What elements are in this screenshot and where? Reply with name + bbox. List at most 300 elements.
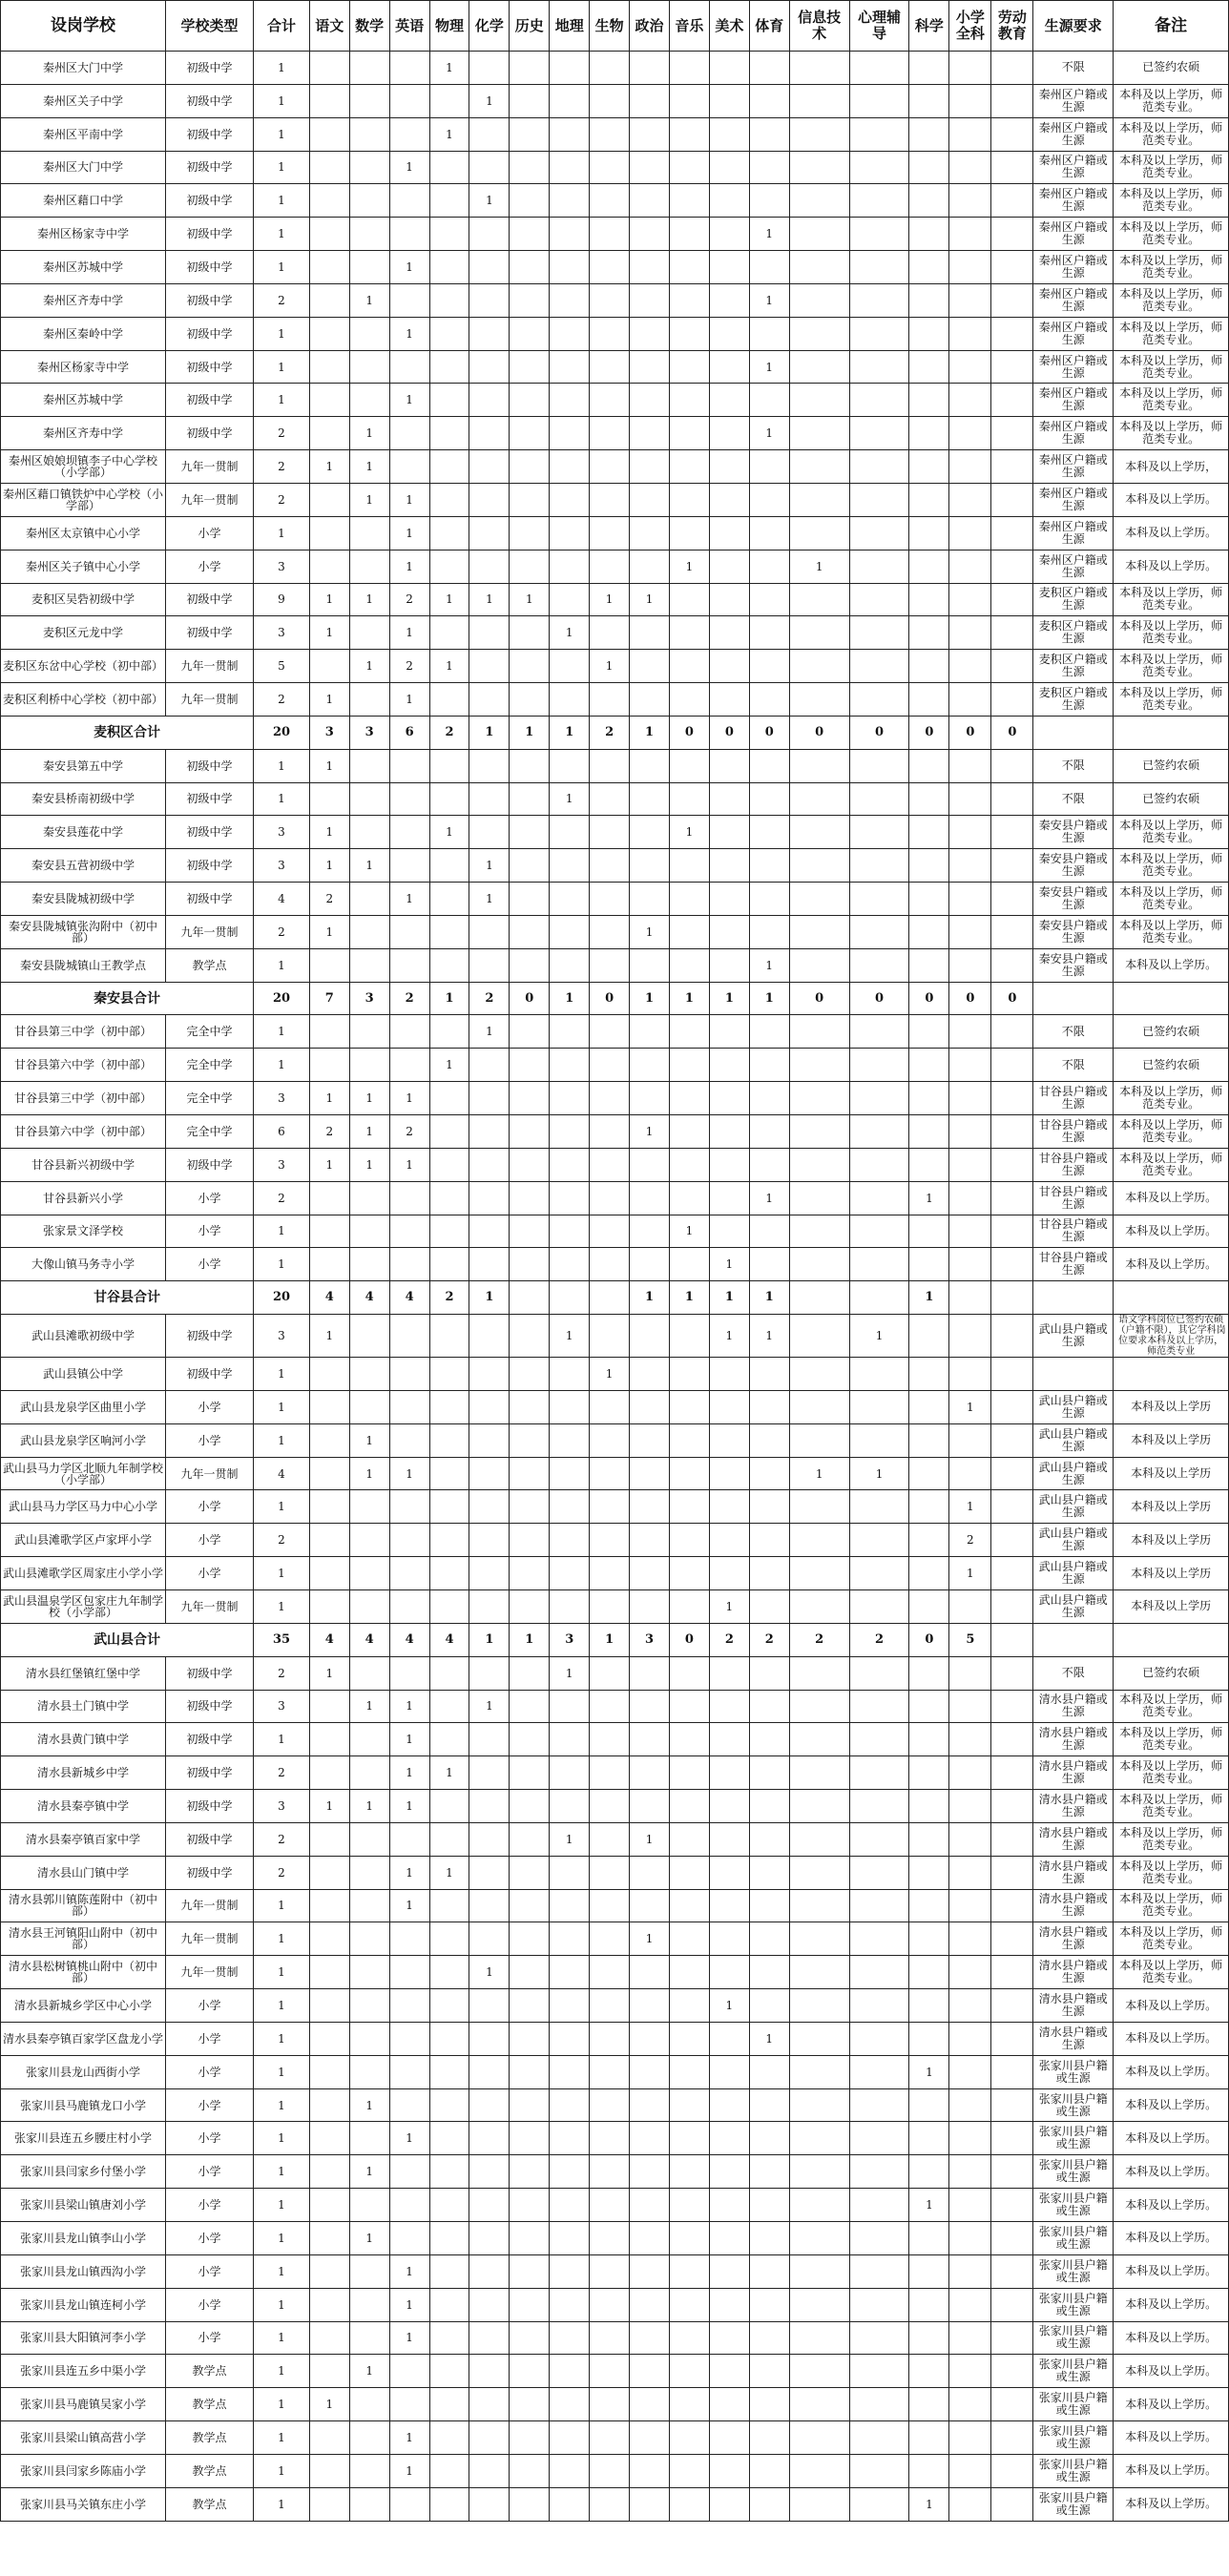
- school-name-cell: 清水县新城乡学区中心小学: [1, 1989, 166, 2023]
- subject-count-cell: [469, 1423, 510, 1457]
- source-requirement-cell: 麦积区户籍或生源: [1033, 583, 1114, 616]
- subject-count-cell: [590, 184, 630, 218]
- school-name-cell: 秦州区太京镇中心小学: [1, 516, 166, 550]
- total-count-cell: 20: [254, 1281, 310, 1315]
- subject-count-cell: 2: [590, 716, 630, 749]
- remark-cell: 本科及以上学历，师范类专业。: [1114, 1690, 1229, 1723]
- subject-count-cell: [991, 1822, 1033, 1856]
- subject-count-cell: [550, 1524, 590, 1557]
- table-row: [1, 2454, 1229, 2487]
- subject-count-cell: [510, 283, 550, 317]
- school-name-cell: 武山县镇公中学: [1, 1358, 166, 1391]
- subject-count-cell: [669, 1856, 709, 1889]
- subject-count-cell: 1: [429, 1856, 469, 1889]
- subject-count-cell: 1: [469, 1623, 510, 1656]
- total-count-cell: 1: [254, 2254, 310, 2288]
- subject-count-cell: [309, 1589, 349, 1623]
- subject-count-cell: [849, 1756, 909, 1790]
- subject-count-cell: [590, 2088, 630, 2122]
- school-name-cell: 秦安县陇城镇张沟附中（初中部）: [1, 915, 166, 948]
- subject-count-cell: [709, 1656, 749, 1690]
- subject-count-cell: [909, 1989, 949, 2023]
- subject-count-cell: [789, 1524, 849, 1557]
- table-row: [1, 1922, 1229, 1956]
- table-row: [1, 1723, 1229, 1756]
- subject-count-cell: [949, 2122, 991, 2155]
- subject-count-cell: [510, 1148, 550, 1181]
- subject-count-cell: [709, 117, 749, 151]
- subject-count-cell: [590, 350, 630, 384]
- subject-count-cell: [749, 384, 789, 417]
- subject-count-cell: 1: [550, 1315, 590, 1358]
- subject-count-cell: [669, 2055, 709, 2088]
- subject-count-cell: 0: [669, 1623, 709, 1656]
- subject-count-cell: [349, 1989, 389, 2023]
- subject-count-cell: 1: [349, 1148, 389, 1181]
- subject-count-cell: [991, 317, 1033, 350]
- subject-count-cell: [709, 2022, 749, 2055]
- subject-count-cell: [630, 2321, 670, 2355]
- subject-count-cell: [510, 350, 550, 384]
- subject-count-cell: [789, 616, 849, 650]
- subject-count-cell: [909, 1889, 949, 1922]
- subject-count-cell: [909, 915, 949, 948]
- subject-count-cell: [590, 1082, 630, 1115]
- subject-count-cell: [909, 2122, 949, 2155]
- subject-count-cell: [991, 1656, 1033, 1690]
- table-row: [1, 1490, 1229, 1524]
- subject-count-cell: [709, 1822, 749, 1856]
- table-row: [1, 683, 1229, 717]
- subject-count-cell: [991, 1457, 1033, 1490]
- subject-count-cell: [590, 1215, 630, 1248]
- subject-count-cell: [949, 283, 991, 317]
- subject-count-cell: [909, 151, 949, 184]
- total-count-cell: 1: [254, 350, 310, 384]
- subject-count-cell: [349, 151, 389, 184]
- subject-count-cell: [669, 2222, 709, 2255]
- subject-count-cell: [991, 1082, 1033, 1115]
- school-type-cell: 小学: [165, 1524, 253, 1557]
- subject-count-cell: [630, 218, 670, 251]
- subject-count-cell: [991, 1049, 1033, 1082]
- subject-count-cell: 1: [309, 450, 349, 484]
- subject-count-cell: [590, 2355, 630, 2388]
- subject-count-cell: [949, 583, 991, 616]
- subject-count-cell: [749, 2321, 789, 2355]
- column-header: 生物: [590, 1, 630, 52]
- subject-count-cell: [309, 1181, 349, 1215]
- subject-count-cell: 1: [429, 583, 469, 616]
- school-type-cell: 教学点: [165, 2454, 253, 2487]
- subject-count-cell: [510, 1390, 550, 1423]
- remark-cell: 本科及以上学历，师范类专业。: [1114, 1856, 1229, 1889]
- subject-count-cell: [991, 184, 1033, 218]
- subject-count-cell: [849, 516, 909, 550]
- table-row: [1, 1181, 1229, 1215]
- subject-count-cell: [789, 450, 849, 484]
- source-requirement-cell: 张家川县户籍或生源: [1033, 2055, 1114, 2088]
- column-header: 科学: [909, 1, 949, 52]
- remark-cell: 本科及以上学历，师范类专业。: [1114, 151, 1229, 184]
- subtotal-label: 武山县合计: [1, 1623, 254, 1656]
- school-type-cell: 九年一贯制: [165, 483, 253, 516]
- school-type-cell: 小学: [165, 2022, 253, 2055]
- subject-count-cell: [749, 1390, 789, 1423]
- subject-count-cell: [669, 117, 709, 151]
- subject-count-cell: [309, 550, 349, 583]
- subject-count-cell: [469, 1049, 510, 1082]
- remark-cell: 本科及以上学历，: [1114, 450, 1229, 484]
- remark-cell: 语文学科岗位已签约农硕（户籍不限），其它学科岗位要求本科及以上学历，师范类专业: [1114, 1315, 1229, 1358]
- school-name-cell: 张家川县龙山镇连柯小学: [1, 2288, 166, 2321]
- subject-count-cell: 1: [550, 616, 590, 650]
- subject-count-cell: [309, 650, 349, 683]
- subject-count-cell: [849, 1181, 909, 1215]
- subject-count-cell: [909, 2222, 949, 2255]
- subject-count-cell: [630, 1790, 670, 1823]
- subject-count-cell: [389, 1390, 429, 1423]
- table-row: [1, 450, 1229, 484]
- subject-count-cell: [630, 184, 670, 218]
- subject-count-cell: [849, 616, 909, 650]
- subject-count-cell: [789, 2088, 849, 2122]
- table-row: [1, 2487, 1229, 2521]
- subject-count-cell: [669, 483, 709, 516]
- subject-count-cell: [389, 117, 429, 151]
- total-count-cell: 1: [254, 516, 310, 550]
- subject-count-cell: [909, 384, 949, 417]
- source-requirement-cell: 清水县户籍或生源: [1033, 1989, 1114, 2023]
- subject-count-cell: [669, 52, 709, 85]
- subject-count-cell: [749, 1690, 789, 1723]
- school-type-cell: 初级中学: [165, 350, 253, 384]
- subject-count-cell: [389, 1557, 429, 1590]
- subject-count-cell: [949, 1215, 991, 1248]
- subject-count-cell: [510, 2055, 550, 2088]
- school-type-cell: 完全中学: [165, 1049, 253, 1082]
- subject-count-cell: [749, 1215, 789, 1248]
- table-row: [1, 516, 1229, 550]
- subject-count-cell: 0: [849, 716, 909, 749]
- subject-count-cell: [349, 1390, 389, 1423]
- source-requirement-cell: 秦州区户籍或生源: [1033, 550, 1114, 583]
- subject-count-cell: [550, 251, 590, 284]
- subject-count-cell: [669, 2321, 709, 2355]
- subject-count-cell: 1: [849, 1315, 909, 1358]
- subject-count-cell: [669, 1457, 709, 1490]
- school-type-cell: 完全中学: [165, 1082, 253, 1115]
- subject-count-cell: [991, 583, 1033, 616]
- subject-count-cell: [991, 2022, 1033, 2055]
- subject-count-cell: [469, 2122, 510, 2155]
- subject-count-cell: [909, 1822, 949, 1856]
- subject-count-cell: [669, 350, 709, 384]
- total-count-cell: 1: [254, 384, 310, 417]
- subject-count-cell: [309, 782, 349, 816]
- subject-count-cell: [709, 1723, 749, 1756]
- subject-count-cell: [949, 1015, 991, 1049]
- remark-cell: 本科及以上学历，师范类专业。: [1114, 84, 1229, 117]
- subject-count-cell: [669, 1589, 709, 1623]
- subject-count-cell: [309, 317, 349, 350]
- subject-count-cell: [429, 1589, 469, 1623]
- subject-count-cell: [669, 218, 709, 251]
- subject-count-cell: [991, 52, 1033, 85]
- subject-count-cell: [510, 1358, 550, 1391]
- subject-count-cell: [550, 1281, 590, 1315]
- subject-count-cell: [309, 1856, 349, 1889]
- subject-count-cell: [389, 1989, 429, 2023]
- subject-count-cell: [630, 1082, 670, 1115]
- subject-count-cell: [429, 2254, 469, 2288]
- subject-count-cell: [469, 915, 510, 948]
- total-count-cell: 1: [254, 2421, 310, 2455]
- subject-count-cell: 1: [349, 2155, 389, 2189]
- table-row: [1, 1358, 1229, 1391]
- source-requirement-cell: [1033, 716, 1114, 749]
- subject-count-cell: [949, 1723, 991, 1756]
- total-count-cell: 1: [254, 2122, 310, 2155]
- subject-count-cell: [309, 251, 349, 284]
- subject-count-cell: [909, 417, 949, 450]
- subject-count-cell: [709, 184, 749, 218]
- school-name-cell: 秦州区苏城中学: [1, 251, 166, 284]
- subject-count-cell: [349, 616, 389, 650]
- subject-count-cell: [429, 550, 469, 583]
- subject-count-cell: [309, 1690, 349, 1723]
- subject-count-cell: [991, 816, 1033, 849]
- school-type-cell: 初级中学: [165, 251, 253, 284]
- subject-count-cell: [349, 384, 389, 417]
- subject-count-cell: [389, 1589, 429, 1623]
- subject-count-cell: [590, 1856, 630, 1889]
- subject-count-cell: [590, 483, 630, 516]
- subject-count-cell: [469, 1589, 510, 1623]
- subject-count-cell: [991, 849, 1033, 883]
- subject-count-cell: [590, 1490, 630, 1524]
- subject-count-cell: [469, 1656, 510, 1690]
- subject-count-cell: [469, 516, 510, 550]
- total-count-cell: 3: [254, 616, 310, 650]
- subject-count-cell: [510, 749, 550, 782]
- subject-count-cell: [949, 117, 991, 151]
- subject-count-cell: [909, 550, 949, 583]
- subject-count-cell: [709, 2388, 749, 2421]
- subject-count-cell: [389, 1215, 429, 1248]
- subject-count-cell: [469, 1457, 510, 1490]
- subject-count-cell: [749, 2189, 789, 2222]
- subject-count-cell: [469, 1790, 510, 1823]
- subject-count-cell: [991, 782, 1033, 816]
- subject-count-cell: [389, 283, 429, 317]
- source-requirement-cell: 秦州区户籍或生源: [1033, 317, 1114, 350]
- subject-count-cell: [909, 583, 949, 616]
- subject-count-cell: 1: [389, 616, 429, 650]
- subject-count-cell: 1: [909, 2055, 949, 2088]
- subject-count-cell: [749, 251, 789, 284]
- subject-count-cell: [669, 1690, 709, 1723]
- subject-count-cell: 1: [349, 483, 389, 516]
- subject-count-cell: [429, 1248, 469, 1281]
- table-row: [1, 2355, 1229, 2388]
- source-requirement-cell: 不限: [1033, 1656, 1114, 1690]
- subject-count-cell: [349, 550, 389, 583]
- total-count-cell: 1: [254, 52, 310, 85]
- subject-count-cell: [789, 749, 849, 782]
- remark-cell: 本科及以上学历。: [1114, 2055, 1229, 2088]
- subject-count-cell: 1: [669, 982, 709, 1015]
- total-count-cell: 1: [254, 948, 310, 982]
- remark-cell: 本科及以上学历，师范类专业。: [1114, 849, 1229, 883]
- subject-count-cell: [789, 1956, 849, 1989]
- subject-count-cell: [709, 1148, 749, 1181]
- school-name-cell: 清水县松树镇桃山附中（初中部）: [1, 1956, 166, 1989]
- subject-count-cell: [590, 317, 630, 350]
- subject-count-cell: [789, 2254, 849, 2288]
- subject-count-cell: [849, 583, 909, 616]
- subject-count-cell: [949, 1656, 991, 1690]
- subject-count-cell: 1: [389, 1856, 429, 1889]
- subject-count-cell: [709, 251, 749, 284]
- subject-count-cell: [949, 184, 991, 218]
- subject-count-cell: [749, 1956, 789, 1989]
- school-type-cell: 初级中学: [165, 1656, 253, 1690]
- column-header: 地理: [550, 1, 590, 52]
- subject-count-cell: [590, 384, 630, 417]
- subject-count-cell: 1: [349, 450, 389, 484]
- subject-count-cell: [991, 1148, 1033, 1181]
- table-row: [1, 1889, 1229, 1922]
- subject-count-cell: [789, 2189, 849, 2222]
- subject-count-cell: [749, 883, 789, 916]
- subject-count-cell: [550, 749, 590, 782]
- subject-count-cell: [849, 1557, 909, 1590]
- subject-count-cell: [789, 483, 849, 516]
- subject-count-cell: [309, 1524, 349, 1557]
- subject-count-cell: [789, 251, 849, 284]
- subject-count-cell: [630, 650, 670, 683]
- subject-count-cell: [550, 1049, 590, 1082]
- subject-count-cell: [709, 317, 749, 350]
- subject-count-cell: [469, 1315, 510, 1358]
- school-type-cell: 初级中学: [165, 583, 253, 616]
- subject-count-cell: [789, 816, 849, 849]
- subject-count-cell: 1: [389, 1082, 429, 1115]
- subject-count-cell: 1: [749, 417, 789, 450]
- table-row: [1, 1557, 1229, 1590]
- subject-count-cell: [630, 1490, 670, 1524]
- subject-count-cell: [309, 2155, 349, 2189]
- subject-count-cell: [709, 2487, 749, 2521]
- column-header: 劳动教育: [991, 1, 1033, 52]
- school-name-cell: 清水县秦亭镇百家中学: [1, 1822, 166, 1856]
- subject-count-cell: [630, 1049, 670, 1082]
- subject-count-cell: [469, 650, 510, 683]
- column-header: 心理辅导: [849, 1, 909, 52]
- subject-count-cell: [789, 2155, 849, 2189]
- school-name-cell: 清水县秦亭镇中学: [1, 1790, 166, 1823]
- subtotal-row: [1, 1623, 1229, 1656]
- subject-count-cell: [709, 2355, 749, 2388]
- subject-count-cell: [429, 2454, 469, 2487]
- subject-count-cell: [789, 151, 849, 184]
- subject-count-cell: [510, 1490, 550, 1524]
- subject-count-cell: 1: [389, 384, 429, 417]
- subject-count-cell: [789, 1423, 849, 1457]
- source-requirement-cell: 秦安县户籍或生源: [1033, 915, 1114, 948]
- total-count-cell: 35: [254, 1623, 310, 1656]
- subject-count-cell: [349, 948, 389, 982]
- subject-count-cell: [469, 749, 510, 782]
- subject-count-cell: [991, 218, 1033, 251]
- table-row: [1, 1390, 1229, 1423]
- school-type-cell: 初级中学: [165, 1856, 253, 1889]
- subject-count-cell: [429, 450, 469, 484]
- subject-count-cell: [789, 583, 849, 616]
- subject-count-cell: [630, 2487, 670, 2521]
- subject-count-cell: [949, 749, 991, 782]
- subject-count-cell: [429, 1457, 469, 1490]
- subject-count-cell: [510, 2254, 550, 2288]
- school-type-cell: 小学: [165, 2254, 253, 2288]
- subject-count-cell: 1: [429, 1049, 469, 1082]
- source-requirement-cell: 秦州区户籍或生源: [1033, 84, 1114, 117]
- source-requirement-cell: 清水县户籍或生源: [1033, 1822, 1114, 1856]
- subject-count-cell: [909, 1723, 949, 1756]
- subject-count-cell: [349, 1723, 389, 1756]
- subject-count-cell: [669, 2288, 709, 2321]
- subject-count-cell: 1: [630, 583, 670, 616]
- remark-cell: 本科及以上学历，师范类专业。: [1114, 184, 1229, 218]
- subtotal-label: 麦积区合计: [1, 716, 254, 749]
- subject-count-cell: 1: [309, 1148, 349, 1181]
- subject-count-cell: [590, 450, 630, 484]
- subject-count-cell: [550, 1790, 590, 1823]
- subject-count-cell: 1: [309, 816, 349, 849]
- subject-count-cell: [389, 782, 429, 816]
- subject-count-cell: [669, 650, 709, 683]
- subject-count-cell: [709, 749, 749, 782]
- subject-count-cell: [909, 2155, 949, 2189]
- subject-count-cell: [991, 749, 1033, 782]
- subject-count-cell: [510, 516, 550, 550]
- subject-count-cell: [590, 1756, 630, 1790]
- subject-count-cell: [510, 883, 550, 916]
- subject-count-cell: [669, 1790, 709, 1823]
- subject-count-cell: [949, 883, 991, 916]
- subject-count-cell: [991, 2222, 1033, 2255]
- subject-count-cell: [630, 2254, 670, 2288]
- subject-count-cell: [389, 1049, 429, 1082]
- subject-count-cell: 1: [349, 849, 389, 883]
- subject-count-cell: 1: [630, 915, 670, 948]
- subject-count-cell: [349, 1922, 389, 1956]
- source-requirement-cell: 张家川县户籍或生源: [1033, 2155, 1114, 2189]
- subject-count-cell: [630, 151, 670, 184]
- source-requirement-cell: 秦州区户籍或生源: [1033, 516, 1114, 550]
- subject-count-cell: [469, 2321, 510, 2355]
- total-count-cell: 2: [254, 450, 310, 484]
- subject-count-cell: [510, 915, 550, 948]
- school-type-cell: 初级中学: [165, 218, 253, 251]
- subject-count-cell: [309, 184, 349, 218]
- subject-count-cell: [510, 2189, 550, 2222]
- subject-count-cell: [429, 2155, 469, 2189]
- school-name-cell: 张家川县马鹿镇龙口小学: [1, 2088, 166, 2122]
- subject-count-cell: [630, 1148, 670, 1181]
- subject-count-cell: [550, 1015, 590, 1049]
